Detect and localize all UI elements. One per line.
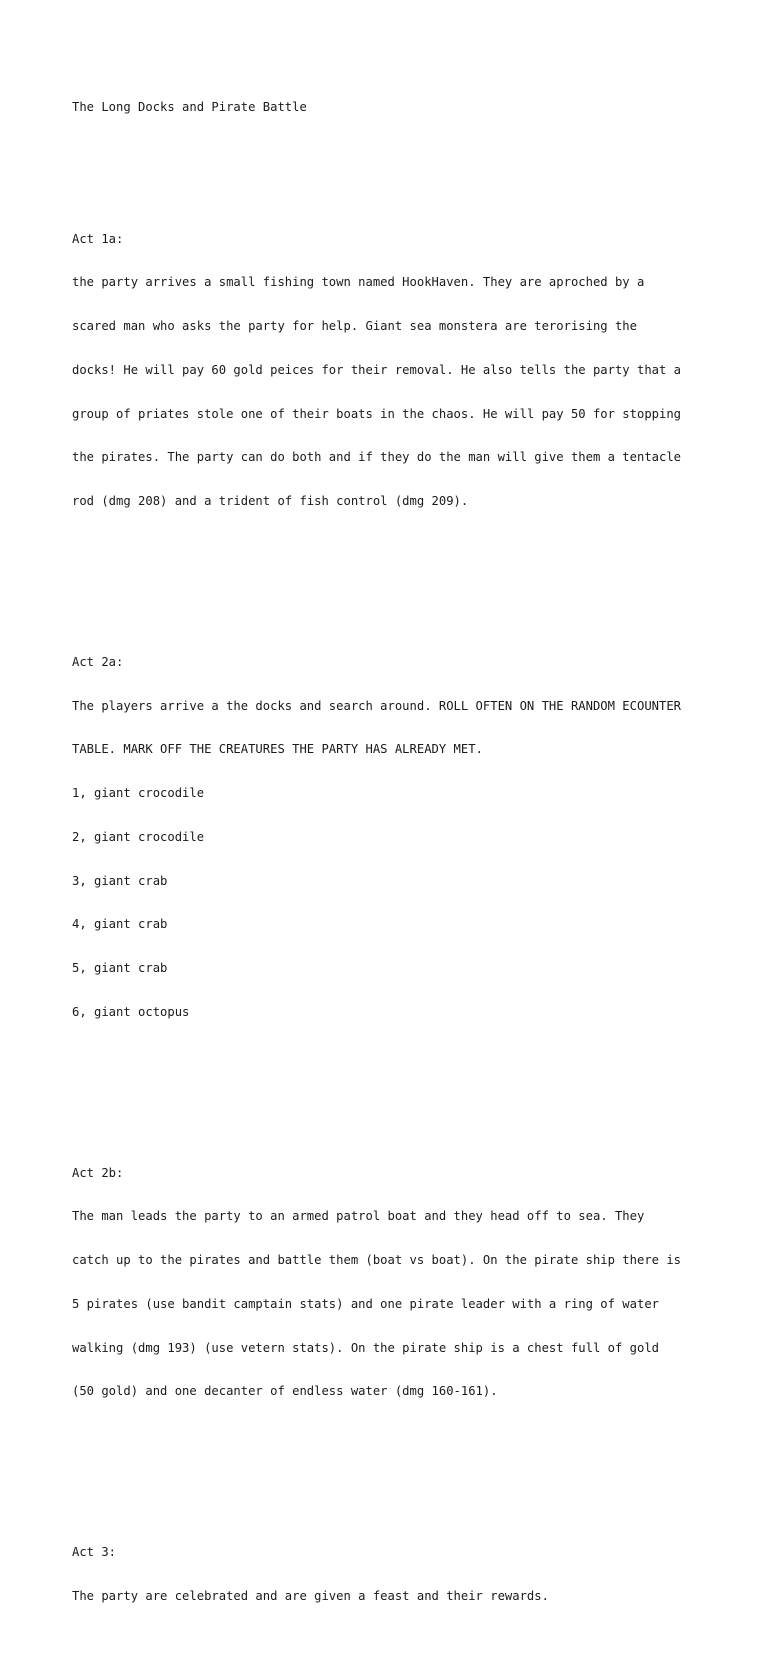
blank-line [72, 1078, 728, 1093]
body-line: the party arrives a small fishing town named HookHaven. They are aproched by a [72, 275, 645, 290]
body-line: scared man who asks the party for help. Giant sea monstera are terorising the [72, 319, 637, 334]
body-line: TABLE. MARK OFF THE CREATURES THE PARTY HAS ALREADY MET. [72, 742, 483, 757]
body-line: catch up to the pirates and battle them (boat vs boat). On the pirate ship there is [72, 1253, 682, 1268]
blank-line [72, 144, 728, 159]
body-line: The players arrive a the docks and search around. ROLL OFTEN ON THE RANDOM ECOUNTER [72, 698, 682, 713]
document-body [72, 71, 728, 1662]
encounter-table-entry: 2, giant crocodile [72, 829, 205, 844]
body-line: group of priates stole one of their boats in the chaos. He will pay 50 for stopping [72, 406, 682, 421]
body-line: walking (dmg 193) (use vetern stats). On the pirate ship is a chest full of gold [72, 1340, 659, 1355]
document-title: The Long Docks and Pirate Battle [72, 100, 307, 115]
section-act-1a [72, 202, 728, 538]
section-act-2a [72, 626, 728, 1049]
encounter-table-entry: 4, giant crab [72, 917, 168, 932]
section-heading: Act 1a: [72, 231, 124, 246]
section-heading: Act 3: [72, 1544, 117, 1559]
blank-line [72, 1457, 728, 1472]
body-line: the pirates. The party can do both and if they do the man will give them a tentacle [72, 450, 682, 465]
body-line: (50 gold) and one decanter of endless water (dmg 160-161). [72, 1384, 498, 1399]
encounter-table-entry: 3, giant crab [72, 873, 168, 888]
section-act-2b [72, 1136, 728, 1428]
encounter-table-entry: 5, giant crab [72, 961, 168, 976]
body-line: rod (dmg 208) and a trident of fish control (dmg 209). [72, 494, 469, 509]
blank-line [72, 567, 728, 582]
encounter-table-entry: 1, giant crocodile [72, 786, 205, 801]
encounter-table-entry: 6, giant octopus [72, 1005, 190, 1019]
section-act-3 [72, 1516, 728, 1633]
body-line: docks! He will pay 60 gold peices for their removal. He also tells the party that a [72, 362, 682, 377]
body-line: 5 pirates (use bandit camptain stats) and one pirate leader with a ring of water [72, 1296, 659, 1311]
section-heading: Act 2b: [72, 1165, 124, 1180]
section-heading: Act 2a: [72, 654, 124, 669]
body-line: The party are celebrated and are given a feast and their rewards. [72, 1588, 549, 1603]
body-line: The man leads the party to an armed patrol boat and they head off to sea. They [72, 1209, 645, 1224]
